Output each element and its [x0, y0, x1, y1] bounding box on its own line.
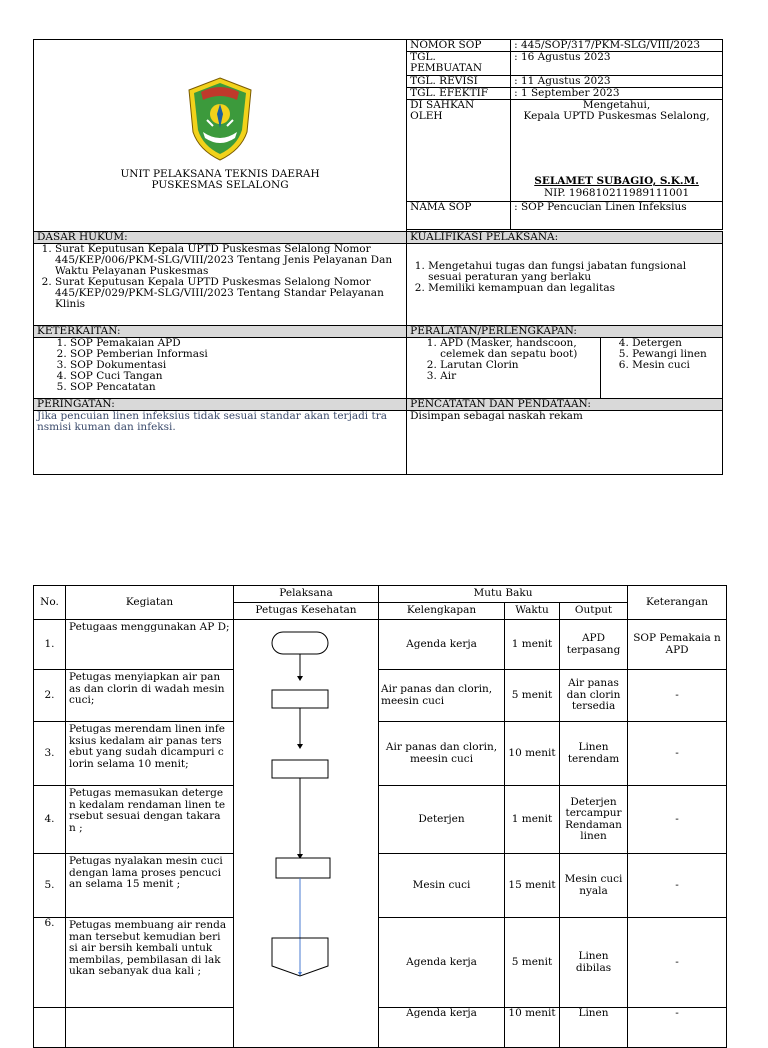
row-waktu: 10 menit [505, 1008, 560, 1048]
keterkaitan-item: 5. SOP Pencatatan [70, 382, 403, 393]
peralatan-item: 2. Larutan Clorin [440, 360, 600, 371]
row-output: Linen [560, 1008, 628, 1048]
row-waktu: 5 menit [505, 670, 560, 722]
sop-header-table [33, 39, 723, 475]
flow-process-box [272, 690, 328, 708]
col-kelengkapan: Kelengkapan [379, 603, 505, 620]
row-keterangan: - [628, 670, 727, 722]
keterkaitan-list [34, 338, 407, 399]
row-output: Deterjen tercampur Rendaman linen [560, 786, 628, 854]
peringatan-title: PERINGATAN: [34, 399, 407, 411]
peralatan-item: 3. Air [440, 371, 600, 382]
row-waktu: 1 menit [505, 620, 560, 670]
unit-cell [34, 40, 407, 232]
peralatan-item: 4. Detergen [632, 338, 722, 349]
row-kelengkapan: Mesin cuci [379, 854, 505, 918]
row-no: 6. [34, 918, 66, 1008]
flow-process-box [276, 858, 330, 878]
col-waktu: Waktu [505, 603, 560, 620]
flow-process-box [272, 760, 328, 778]
table-row [34, 854, 727, 918]
peringatan-text: Jika pencuian linen infeksius tidak sesuai standar akan terjadi tra nsmisi kuman dan infeksi. [34, 411, 407, 475]
col-no: No. [34, 586, 66, 620]
table-row [34, 620, 727, 670]
pencatatan-text: Disimpan sebagai naskah rekam [407, 411, 723, 475]
col-pelaksana: Pelaksana [234, 586, 379, 603]
peralatan-title: PERALATAN/PERLENGKAPAN: [407, 326, 723, 338]
peralatan-item: 5. Pewangi linen [632, 349, 722, 360]
dasar-hukum-title: DASAR HUKUM: [34, 232, 407, 244]
flow-arrowhead [297, 676, 303, 681]
row-keterangan: - [628, 918, 727, 1008]
row-no: 1. [34, 620, 66, 670]
row-waktu: 15 menit [505, 854, 560, 918]
table-row [34, 918, 727, 1008]
mengetahui-text: Mengetahui, [582, 99, 651, 111]
kualifikasi-list [407, 244, 723, 326]
row-waktu: 10 menit [505, 722, 560, 786]
nomor-sop-label: NOMOR SOP [407, 40, 511, 52]
row-output: Linen terendam [560, 722, 628, 786]
flow-arrowhead [297, 744, 303, 749]
procedure-table [33, 585, 727, 1048]
unit-name-line2: PUSKESMAS SELALONG [151, 179, 289, 191]
table-row [34, 786, 727, 854]
row-keterangan: - [628, 854, 727, 918]
kualifikasi-title: KUALIFIKASI PELAKSANA: [407, 232, 723, 244]
kabupaten-logo [185, 76, 255, 162]
row-no [34, 1008, 66, 1048]
row-kegiatan: Petugas membuang air renda man tersebut kemudian beri si air bersih kembali untuk membilas, pembilasan di lak ukan sebanyak dua kali ; [66, 918, 234, 1008]
peralatan-list-left [407, 338, 601, 398]
peralatan-item: 6. Mesin cuci [632, 360, 722, 371]
tgl-pembuatan-label: TGL. PEMBUATAN [407, 52, 511, 76]
row-waktu: 1 menit [505, 786, 560, 854]
peralatan-list-right [601, 338, 722, 398]
keterkaitan-item: 1. SOP Pemakaian APD [70, 338, 403, 349]
kualifikasi-item: 2. Memiliki kemampuan dan legalitas [428, 283, 719, 294]
tgl-efektif-value: : 1 September 2023 [511, 88, 723, 100]
nama-sop-value: : SOP Pencucian Linen Infeksius [511, 202, 723, 230]
nama-sop-label: NAMA SOP [407, 202, 511, 230]
row-kegiatan: Petugas memasukan deterge n kedalam rendaman linen te rsebut sesuai dengan takara n ; [66, 786, 234, 854]
row-output: Linen dibilas [560, 918, 628, 1008]
row-kelengkapan: Air panas dan clorin, meesin cuci [379, 670, 505, 722]
table-row [34, 670, 727, 722]
disahkan-label: DI SAHKAN OLEH [407, 100, 511, 202]
row-no: 2. [34, 670, 66, 722]
col-output: Output [560, 603, 628, 620]
row-kegiatan: Petugas menyiapkan air pan as dan clorin di wadah mesin cuci; [66, 670, 234, 722]
keterkaitan-title: KETERKAITAN: [34, 326, 407, 338]
kepala-text: Kepala UPTD Puskesmas Selalong, [523, 110, 710, 122]
approval-cell [511, 100, 723, 202]
row-keterangan: SOP Pemakaia n APD [628, 620, 727, 670]
flow-terminator [272, 632, 328, 654]
row-kegiatan [66, 1008, 234, 1048]
dasar-hukum-item: 1. Surat Keputusan Kepala UPTD Puskesmas Selalong Nomor 445/KEP/006/PKM-SLG/VIII/2023 Tentang Jenis Pelayanan Dan Waktu Pelayanan Puskesmas [55, 244, 403, 277]
tgl-pembuatan-value: : 16 Agustus 2023 [511, 52, 723, 76]
row-keterangan: - [628, 722, 727, 786]
row-kelengkapan: Agenda kerja [379, 620, 505, 670]
keterkaitan-item: 3. SOP Dokumentasi [70, 360, 403, 371]
signer-nip: NIP. 196810211989111001 [543, 187, 690, 199]
row-kelengkapan: Agenda kerja [379, 918, 505, 1008]
col-petugas-kesehatan: Petugas Kesehatan [234, 603, 379, 620]
row-kelengkapan: Agenda kerja [379, 1008, 505, 1048]
row-kelengkapan: Deterjen [379, 786, 505, 854]
table-row [34, 722, 727, 786]
peralatan-cell [407, 338, 723, 399]
row-no: 5. [34, 854, 66, 918]
peralatan-item: 1. APD (Masker, handscoon, celemek dan sepatu boot) [440, 338, 600, 360]
row-no: 4. [34, 786, 66, 854]
row-kegiatan: Petugas merendam linen infe ksius kedalam air panas ters ebut yang sudah dicampuri c lorin selama 10 menit; [66, 722, 234, 786]
row-kegiatan: Petugas nyalakan mesin cuci dengan lama proses pencuci an selama 15 menit ; [66, 854, 234, 918]
nomor-sop-value: : 445/SOP/317/PKM-SLG/VIII/2023 [511, 40, 723, 52]
row-waktu: 5 menit [505, 918, 560, 1008]
row-output: Mesin cuci nyala [560, 854, 628, 918]
row-kegiatan: Petugaas menggunakan AP D; [66, 620, 234, 670]
pencatatan-title: PENCATATAN DAN PENDATAAN: [407, 399, 723, 411]
row-keterangan: - [628, 1008, 727, 1048]
row-no: 3. [34, 722, 66, 786]
flowchart [234, 620, 379, 1026]
keterkaitan-item: 2. SOP Pemberian Informasi [70, 349, 403, 360]
table-row [34, 1008, 727, 1048]
keterkaitan-item: 4. SOP Cuci Tangan [70, 371, 403, 382]
unit-name-line1: UNIT PELAKSANA TEKNIS DAERAH [120, 168, 320, 180]
col-mutu-baku: Mutu Baku [379, 586, 628, 603]
row-keterangan: - [628, 786, 727, 854]
tgl-revisi-value: : 11 Agustus 2023 [511, 76, 723, 88]
flowchart-cell [234, 620, 379, 1048]
row-output: APD terpasang [560, 620, 628, 670]
dasar-hukum-list [34, 244, 407, 326]
kualifikasi-item: 1. Mengetahui tugas dan fungsi jabatan fungsional sesuai peraturan yang berlaku [428, 261, 719, 283]
dasar-hukum-item: 2. Surat Keputusan Kepala UPTD Puskesmas Selalong Nomor 445/KEP/029/PKM-SLG/VIII/2023 Tentang Standar Pelayanan Klinis [55, 277, 403, 310]
col-keterangan: Keterangan [628, 586, 727, 620]
signer-name: SELAMET SUBAGIO, S.K.M. [534, 175, 699, 187]
tgl-revisi-label: TGL. REVISI [407, 76, 511, 88]
row-kelengkapan: Air panas dan clorin, meesin cuci [379, 722, 505, 786]
row-output: Air panas dan clorin tersedia [560, 670, 628, 722]
col-kegiatan: Kegiatan [66, 586, 234, 620]
tgl-efektif-label: TGL. EFEKTIF [407, 88, 511, 100]
